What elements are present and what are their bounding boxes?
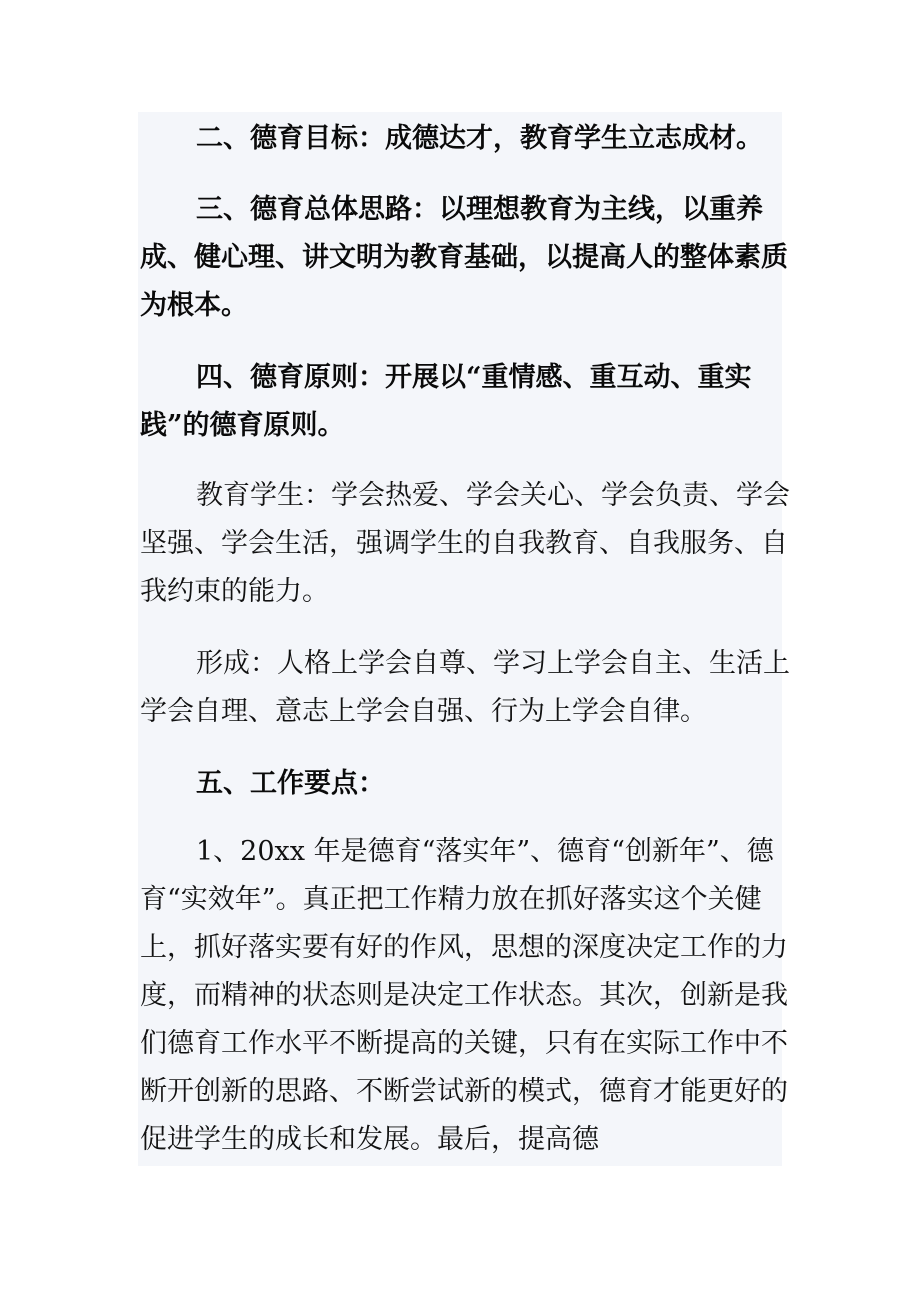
paragraph-work-point-1: 1、20xx 年是德育“落实年”、德育“创新年”、德育“实效年”。真正把工作精力放在抓好落实这个关健上，抓好落实要有好的作风，思想的深度决定工作的力度，而精神的状态则是决定工作状态。其次，创新是我们德育工作水平不断提高的关键，只有在实际工作中不断开创新的思路、不断尝试新的模式，德育才能更好的促进学生的成长和发展。最后，提高德 [140, 836, 788, 1155]
document-body [138, 112, 790, 1166]
paragraph-overall-approach: 三、德育总体思路：以理想教育为主线，以重养成、健心理、讲文明为教育基础，以提高人的整体素质为根本。 [140, 194, 788, 321]
paragraph-educate-students: 教育学生：学会热爱、学会关心、学会负责、学会坚强、学会生活，强调学生的自我教育、自我服务、自我约束的能力。 [140, 480, 790, 607]
paragraph-formation: 形成：人格上学会自尊、学习上学会自主、生活上学会自理、意志上学会自强、行为上学会自律。 [140, 648, 790, 727]
paragraph-work-points-heading: 五、工作要点： [196, 768, 385, 799]
paragraph-principles: 四、德育原则：开展以“重情感、重互动、重实践”的德育原则。 [140, 362, 752, 441]
paragraph-moral-goal: 二、德育目标：成德达才，教育学生立志成材。 [196, 123, 763, 154]
